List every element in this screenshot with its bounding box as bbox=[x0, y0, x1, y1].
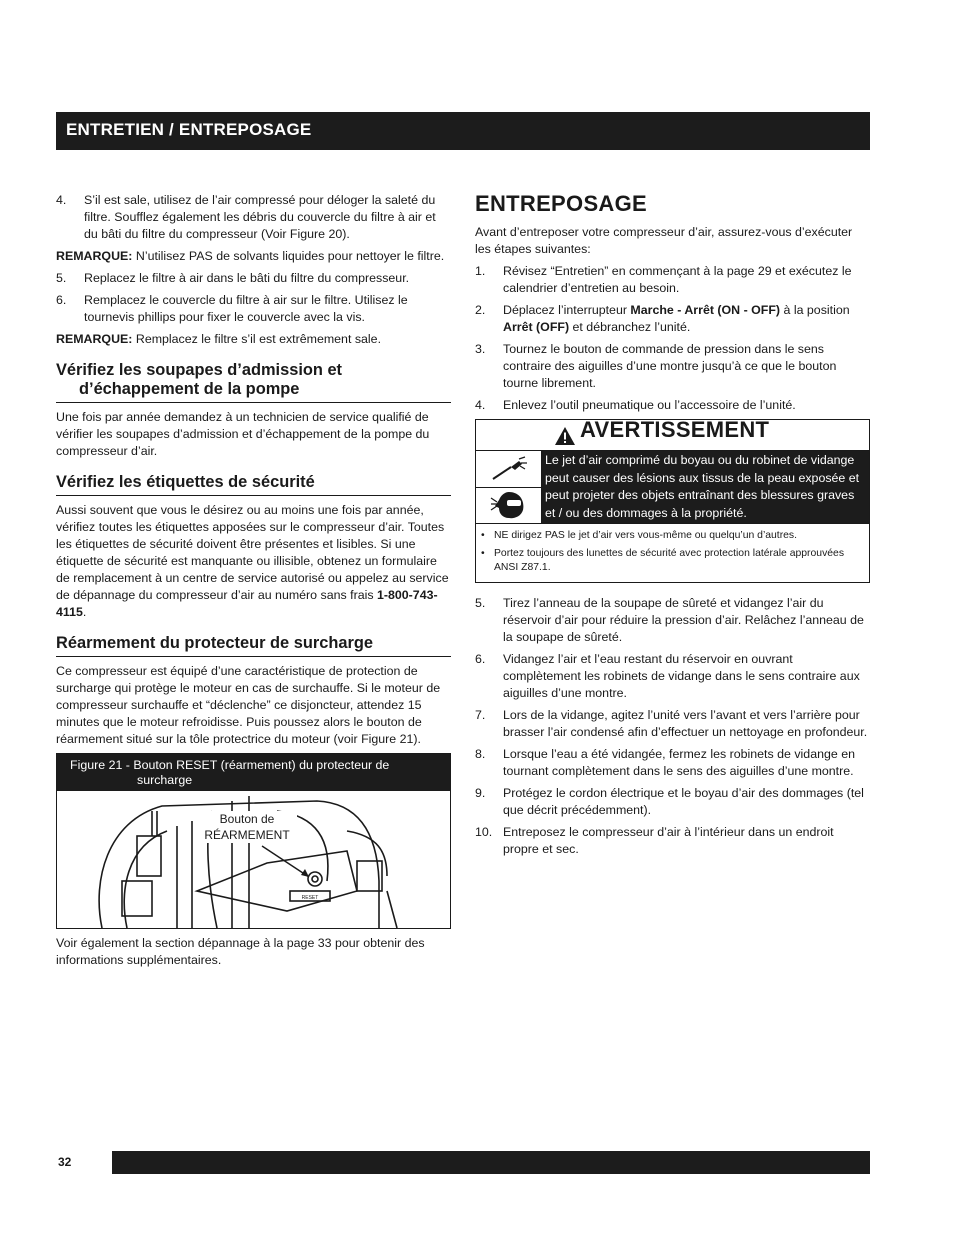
list-item bbox=[475, 651, 870, 702]
footer-bar bbox=[112, 1151, 870, 1174]
air-jet-icon bbox=[476, 451, 541, 487]
heading-line-2: d’échappement de la pompe bbox=[79, 380, 300, 398]
right-column bbox=[475, 192, 870, 863]
warning-bullets bbox=[476, 524, 869, 582]
item-text: Enlevez l’outil pneumatique ou l’accessoire de l’unité. bbox=[503, 398, 796, 412]
list-item bbox=[475, 707, 870, 741]
item-text: Révisez “Entretien” en commençant à la page 29 et exécutez le calendrier d’entretien au besoin. bbox=[503, 264, 852, 295]
list-item bbox=[56, 292, 451, 326]
item-text: Tournez le bouton de commande de pression dans le sens contraire des aiguilles d’une montre jusqu’à ce que le bouton tourne librement. bbox=[503, 342, 837, 390]
section-heading-labels: Vérifiez les étiquettes de sécurité bbox=[56, 473, 451, 496]
item-number: 7. bbox=[475, 708, 486, 722]
phone-number: 1-800-743-4115 bbox=[56, 588, 438, 619]
item-number: 5. bbox=[56, 271, 67, 285]
section-body-valves: Une fois par année demandez à un technicien de service qualifié de vérifier les soupapes d’admission et d’échappement de la pompe du compresseur d’air. bbox=[56, 410, 430, 458]
item-number: 1. bbox=[475, 264, 486, 278]
note-label: REMARQUE: bbox=[56, 249, 133, 263]
caption-line-1: Figure 21 - Bouton RESET (réarmement) du protecteur de bbox=[70, 758, 390, 772]
body-text: Aussi souvent que vous le désirez ou au moins une fois par année, vérifiez toutes les étiquettes apposées sur le compresseur d’air. Toutes les étiquettes de sécurité doivent être présentes et lisibles. Si une étiquette de sécurité est manquante ou illisible, obtenez un formulaire de remplacement à un centre de service autorisé ou appelez au service de dépannage du compresseur d’air au numéro sans frais bbox=[56, 503, 449, 602]
item-text bbox=[503, 303, 850, 334]
list-item bbox=[475, 302, 870, 336]
item-number: 3. bbox=[475, 342, 486, 356]
list-item bbox=[475, 746, 870, 780]
page-number: 32 bbox=[58, 1155, 72, 1169]
warning-triangle-icon bbox=[554, 426, 576, 446]
list-item bbox=[475, 824, 870, 858]
list-item bbox=[475, 595, 870, 646]
warning-header bbox=[476, 417, 869, 451]
item-number: 6. bbox=[475, 652, 486, 666]
switch-name: Marche - Arrêt (ON - OFF) bbox=[630, 303, 781, 317]
item-number: 6. bbox=[56, 293, 67, 307]
item-text: Lors de la vidange, agitez l’unité vers l’avant et vers l’arrière pour brasser l’air condensé afin d’effectuer un nettoyage en profondeur. bbox=[503, 708, 868, 739]
note-text: N’utilisez PAS de solvants liquides pour nettoyer le filtre. bbox=[132, 249, 445, 263]
item-text: S’il est sale, utilisez de l’air compressé pour déloger la saleté du filtre. Soufflez également les débris du couvercle du filtre à air et du bâti du filtre du compresseur (Voir Figure 20). bbox=[84, 193, 436, 241]
after-figure-text: Voir également la section dépannage à la page 33 pour obtenir des informations supplémentaires. bbox=[56, 936, 425, 967]
callout-line-1: Bouton de bbox=[219, 812, 275, 826]
item-number: 2. bbox=[475, 303, 486, 317]
item-number: 4. bbox=[475, 398, 486, 412]
item-text: Tirez l’anneau de la soupape de sûreté et vidangez l’air du réservoir d’air pour réduire la pression d’air. Relâchez l’anneau de la soupape de sûreté. bbox=[503, 596, 864, 644]
warning-bullet: • NE dirigez PAS le jet d’air vers vous-même ou quelqu’un d’autres. bbox=[480, 529, 863, 543]
note-paragraph bbox=[56, 248, 451, 265]
section-heading-valves bbox=[56, 361, 451, 403]
reset-button-callout bbox=[197, 811, 297, 843]
caption-line-2: surcharge bbox=[137, 773, 193, 787]
section-body-reset: Ce compresseur est équipé d’une caractéristique de protection de surcharge qui protège le moteur en cas de surchauffe. Si le moteur de compresseur surchauffe et “déclenche” ce disjoncteur, attendez 15 minutes que le moteur refroidisse. Puis poussez alors le bouton de réarmement situé sur la tôle protectrice du moteur (voir Figure 21). bbox=[56, 664, 441, 746]
warning-title: AVERTISSEMENT bbox=[580, 417, 770, 442]
item-number: 10. bbox=[475, 825, 493, 839]
warning-bullet: • Portez toujours des lunettes de sécurité avec protection latérale approuvées ANSI Z87.1. bbox=[480, 547, 863, 575]
list-item bbox=[475, 341, 870, 392]
item-number: 9. bbox=[475, 786, 486, 800]
item-text: Protégez le cordon électrique et le boyau d’air des dommages (tel que décrit précédemment). bbox=[503, 786, 864, 817]
list-item bbox=[475, 785, 870, 819]
item-text: Vidangez l’air et l’eau restant du réservoir en ouvrant complètement les robinets de vidange dans le sens contraire aux aiguilles d’une montre. bbox=[503, 652, 860, 700]
warning-text: Le jet d’air comprimé du boyau ou du robinet de vidange peut causer des lésions aux tissus de la peau exposée et peut projeter des objets entraînant des blessures graves et / ou des dommages à la propriété. bbox=[542, 451, 869, 523]
note-text: Remplacez le filtre s’il est extrêmement sale. bbox=[132, 332, 382, 346]
item-number: 4. bbox=[56, 193, 67, 207]
note-paragraph bbox=[56, 331, 451, 348]
item-text: Entreposez le compresseur d’air à l’intérieur dans un endroit propre et sec. bbox=[503, 825, 834, 856]
note-label: REMARQUE: bbox=[56, 332, 133, 346]
storage-title: ENTREPOSAGE bbox=[475, 191, 647, 216]
callout-line-2: RÉARMEMENT bbox=[204, 828, 290, 842]
section-body-labels bbox=[56, 502, 451, 621]
section-header-title: ENTRETIEN / ENTREPOSAGE bbox=[66, 120, 312, 139]
storage-intro: Avant d’entreposer votre compresseur d’air, assurez-vous d’exécuter les étapes suivantes: bbox=[475, 225, 853, 256]
text-part: Déplacez l’interrupteur bbox=[503, 303, 631, 317]
left-column bbox=[56, 192, 451, 974]
safety-goggles-icon bbox=[476, 487, 541, 524]
list-item bbox=[56, 192, 451, 243]
figure-caption bbox=[57, 754, 450, 791]
item-text: Replacez le filtre à air dans le bâti du filtre du compresseur. bbox=[84, 271, 410, 285]
warning-body bbox=[476, 451, 869, 524]
text-part: et débranchez l’unité. bbox=[569, 320, 691, 334]
figure-21 bbox=[56, 753, 451, 929]
body-end: . bbox=[82, 605, 87, 619]
heading-line-1: Vérifiez les soupapes d’admission et bbox=[56, 361, 343, 379]
list-item bbox=[475, 397, 870, 414]
item-text: Remplacez le couvercle du filtre à air sur le filtre. Utilisez le tournevis phillips pour fixer le couvercle avec la vis. bbox=[84, 293, 408, 324]
warning-icons bbox=[476, 451, 542, 523]
item-number: 8. bbox=[475, 747, 486, 761]
reset-label-text: RESET bbox=[301, 895, 319, 901]
section-header-bar bbox=[56, 112, 870, 150]
list-item bbox=[56, 270, 451, 287]
compressor-illustration bbox=[57, 791, 450, 928]
item-number: 5. bbox=[475, 596, 486, 610]
switch-position: Arrêt (OFF) bbox=[503, 320, 570, 334]
warning-box bbox=[475, 419, 870, 583]
text-part: à la position bbox=[780, 303, 850, 317]
section-heading-reset: Réarmement du protecteur de surcharge bbox=[56, 634, 451, 657]
item-text: Lorsque l’eau a été vidangée, fermez les robinets de vidange en tournant complètement dans le sens des aiguilles d’une montre. bbox=[503, 747, 855, 778]
list-item bbox=[475, 263, 870, 297]
